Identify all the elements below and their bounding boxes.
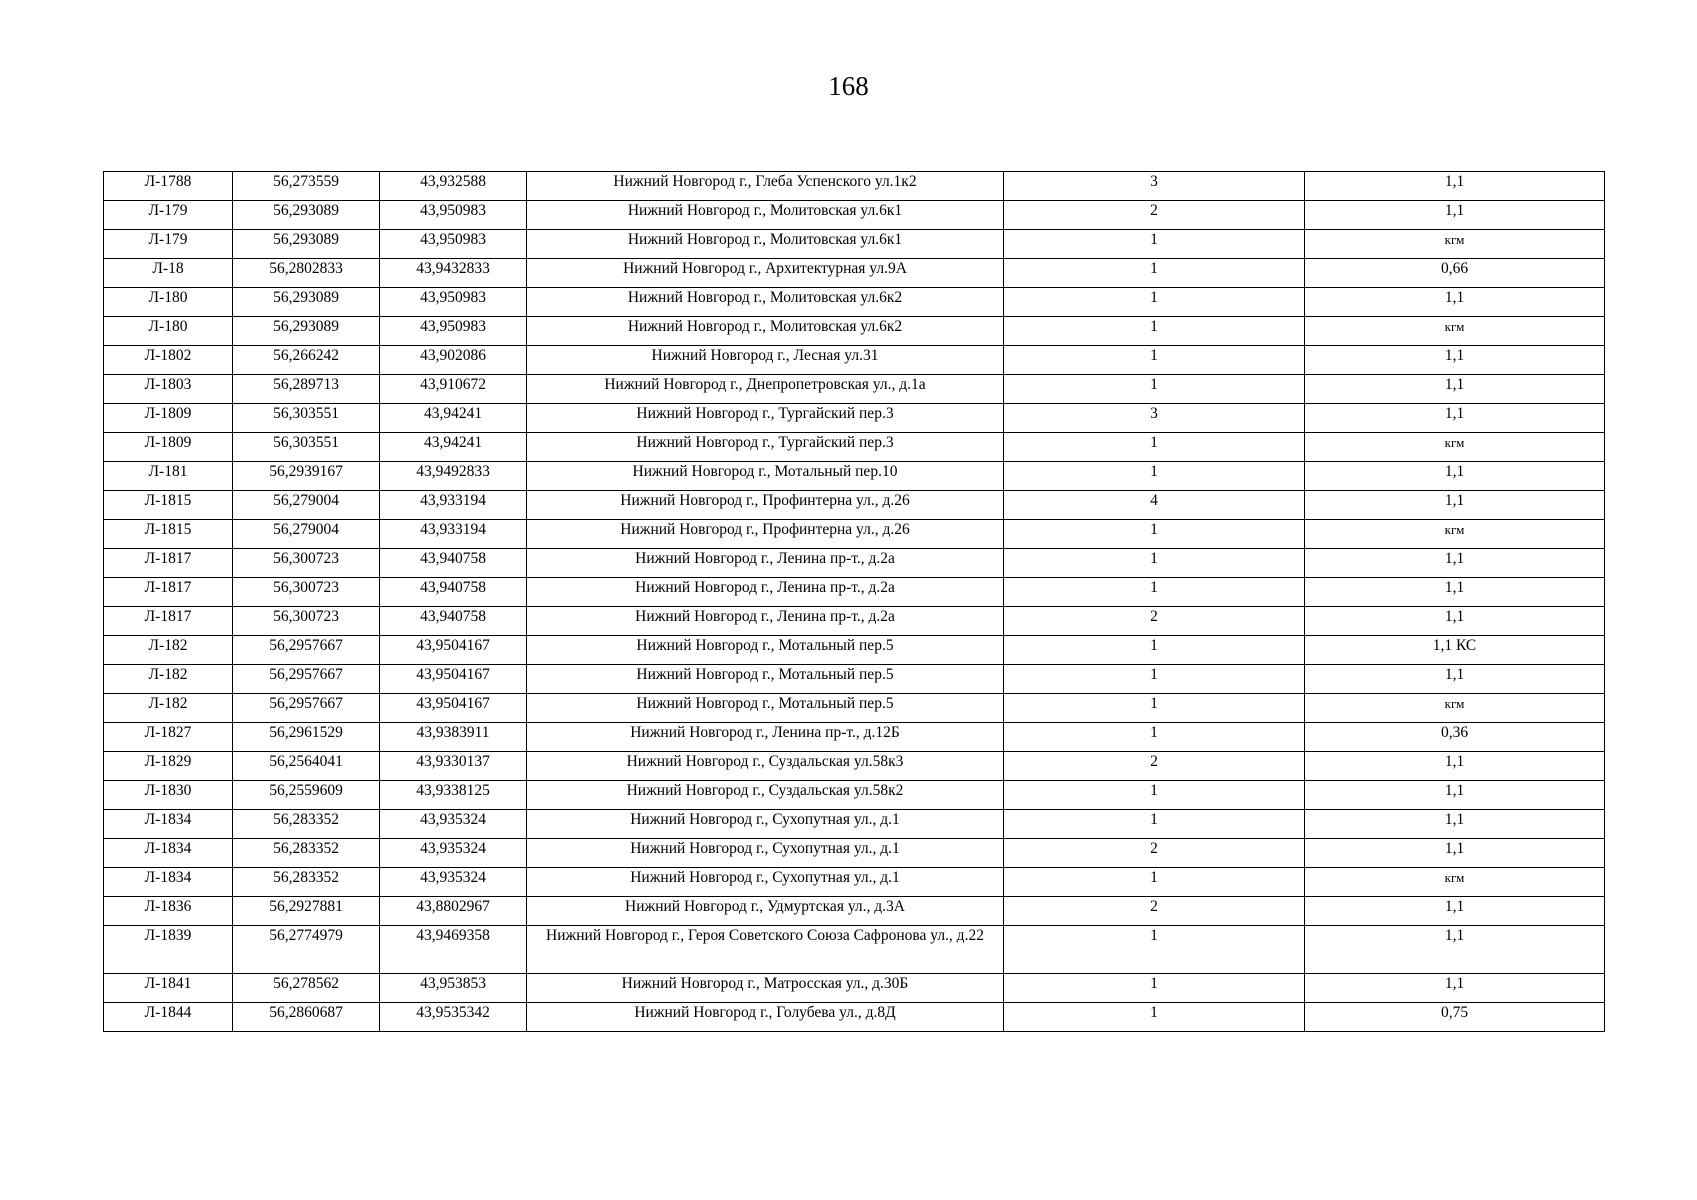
cell-latitude: 56,289713 <box>233 375 380 404</box>
cell-count: 1 <box>1004 723 1305 752</box>
cell-value: кгм <box>1305 694 1605 723</box>
page-number: 168 <box>828 71 869 101</box>
cell-address: Нижний Новгород г., Глеба Успенского ул.1к2 <box>527 172 1004 201</box>
table-row <box>104 723 1605 752</box>
cell-value: 1,1 <box>1305 375 1605 404</box>
table-row <box>104 781 1605 810</box>
cell-count: 1 <box>1004 665 1305 694</box>
table-row <box>104 288 1605 317</box>
cell-longitude: 43,8802967 <box>380 897 527 926</box>
cell-address: Нижний Новгород г., Героя Советского Союза Сафронова ул., д.22 <box>527 926 1004 974</box>
cell-longitude: 43,9469358 <box>380 926 527 974</box>
table-row <box>104 810 1605 839</box>
cell-longitude: 43,950983 <box>380 317 527 346</box>
cell-latitude: 56,283352 <box>233 839 380 868</box>
table-row <box>104 578 1605 607</box>
cell-longitude: 43,902086 <box>380 346 527 375</box>
table-row <box>104 346 1605 375</box>
cell-id: Л-1809 <box>104 433 233 462</box>
cell-longitude: 43,9492833 <box>380 462 527 491</box>
table-row <box>104 897 1605 926</box>
cell-latitude: 56,279004 <box>233 520 380 549</box>
cell-value: 1,1 <box>1305 288 1605 317</box>
table-row <box>104 404 1605 433</box>
cell-longitude: 43,9330137 <box>380 752 527 781</box>
cell-value: 1,1 <box>1305 346 1605 375</box>
cell-id: Л-179 <box>104 201 233 230</box>
cell-address: Нижний Новгород г., Ленина пр-т., д.2а <box>527 578 1004 607</box>
table-row <box>104 462 1605 491</box>
table-row <box>104 926 1605 974</box>
table-row <box>104 1003 1605 1032</box>
cell-id: Л-1809 <box>104 404 233 433</box>
cell-latitude: 56,273559 <box>233 172 380 201</box>
cell-id: Л-1841 <box>104 974 233 1003</box>
cell-count: 1 <box>1004 810 1305 839</box>
cell-address: Нижний Новгород г., Удмуртская ул., д.3А <box>527 897 1004 926</box>
cell-value: 1,1 <box>1305 810 1605 839</box>
cell-count: 1 <box>1004 1003 1305 1032</box>
cell-value: кгм <box>1305 230 1605 259</box>
cell-longitude: 43,935324 <box>380 868 527 897</box>
cell-address: Нижний Новгород г., Днепропетровская ул., д.1а <box>527 375 1004 404</box>
cell-address: Нижний Новгород г., Молитовская ул.6к1 <box>527 230 1004 259</box>
table-body <box>104 172 1605 1032</box>
cell-address: Нижний Новгород г., Мотальный пер.5 <box>527 694 1004 723</box>
cell-count: 3 <box>1004 172 1305 201</box>
cell-address: Нижний Новгород г., Мотальный пер.10 <box>527 462 1004 491</box>
cell-id: Л-182 <box>104 665 233 694</box>
cell-value: 1,1 <box>1305 665 1605 694</box>
cell-value: 1,1 <box>1305 974 1605 1003</box>
cell-value: кгм <box>1305 433 1605 462</box>
cell-value: 1,1 <box>1305 926 1605 974</box>
cell-id: Л-1817 <box>104 607 233 636</box>
cell-latitude: 56,300723 <box>233 549 380 578</box>
cell-id: Л-1830 <box>104 781 233 810</box>
table-row <box>104 201 1605 230</box>
cell-id: Л-1844 <box>104 1003 233 1032</box>
cell-address: Нижний Новгород г., Лесная ул.31 <box>527 346 1004 375</box>
cell-value: 1,1 <box>1305 549 1605 578</box>
cell-count: 1 <box>1004 974 1305 1003</box>
cell-id: Л-182 <box>104 636 233 665</box>
table-row <box>104 868 1605 897</box>
cell-longitude: 43,940758 <box>380 607 527 636</box>
cell-latitude: 56,303551 <box>233 433 380 462</box>
table-row <box>104 491 1605 520</box>
cell-address: Нижний Новгород г., Профинтерна ул., д.26 <box>527 491 1004 520</box>
cell-value: 0,66 <box>1305 259 1605 288</box>
cell-latitude: 56,2961529 <box>233 723 380 752</box>
cell-id: Л-180 <box>104 317 233 346</box>
table-row <box>104 172 1605 201</box>
cell-latitude: 56,303551 <box>233 404 380 433</box>
cell-longitude: 43,940758 <box>380 549 527 578</box>
cell-id: Л-1817 <box>104 549 233 578</box>
cell-id: Л-179 <box>104 230 233 259</box>
cell-address: Нижний Новгород г., Архитектурная ул.9А <box>527 259 1004 288</box>
cell-longitude: 43,950983 <box>380 230 527 259</box>
cell-longitude: 43,953853 <box>380 974 527 1003</box>
cell-value: 1,1 <box>1305 752 1605 781</box>
cell-value: 1,1 <box>1305 491 1605 520</box>
cell-count: 1 <box>1004 520 1305 549</box>
cell-longitude: 43,94241 <box>380 404 527 433</box>
cell-id: Л-1802 <box>104 346 233 375</box>
cell-longitude: 43,935324 <box>380 810 527 839</box>
cell-latitude: 56,279004 <box>233 491 380 520</box>
table-row <box>104 694 1605 723</box>
cell-value: кгм <box>1305 520 1605 549</box>
cell-latitude: 56,278562 <box>233 974 380 1003</box>
cell-latitude: 56,293089 <box>233 201 380 230</box>
cell-address: Нижний Новгород г., Молитовская ул.6к2 <box>527 317 1004 346</box>
cell-id: Л-1803 <box>104 375 233 404</box>
cell-latitude: 56,2957667 <box>233 665 380 694</box>
cell-count: 1 <box>1004 375 1305 404</box>
table-row <box>104 607 1605 636</box>
cell-id: Л-1829 <box>104 752 233 781</box>
cell-address: Нижний Новгород г., Суздальская ул.58к3 <box>527 752 1004 781</box>
table-row <box>104 839 1605 868</box>
cell-address: Нижний Новгород г., Мотальный пер.5 <box>527 665 1004 694</box>
cell-id: Л-1834 <box>104 810 233 839</box>
cell-count: 1 <box>1004 549 1305 578</box>
cell-count: 1 <box>1004 317 1305 346</box>
cell-longitude: 43,9504167 <box>380 665 527 694</box>
cell-address: Нижний Новгород г., Сухопутная ул., д.1 <box>527 868 1004 897</box>
cell-id: Л-1827 <box>104 723 233 752</box>
table-row <box>104 752 1605 781</box>
table-row <box>104 520 1605 549</box>
cell-address: Нижний Новгород г., Тургайский пер.3 <box>527 404 1004 433</box>
cell-address: Нижний Новгород г., Молитовская ул.6к2 <box>527 288 1004 317</box>
cell-value: 1,1 <box>1305 839 1605 868</box>
cell-latitude: 56,293089 <box>233 230 380 259</box>
cell-address: Нижний Новгород г., Матросская ул., д.30Б <box>527 974 1004 1003</box>
cell-count: 1 <box>1004 433 1305 462</box>
cell-longitude: 43,9432833 <box>380 259 527 288</box>
table-row <box>104 636 1605 665</box>
cell-count: 1 <box>1004 230 1305 259</box>
cell-value: 0,75 <box>1305 1003 1605 1032</box>
table-row <box>104 433 1605 462</box>
cell-id: Л-1788 <box>104 172 233 201</box>
cell-count: 1 <box>1004 578 1305 607</box>
cell-longitude: 43,910672 <box>380 375 527 404</box>
cell-longitude: 43,933194 <box>380 520 527 549</box>
cell-longitude: 43,935324 <box>380 839 527 868</box>
cell-latitude: 56,2564041 <box>233 752 380 781</box>
cell-longitude: 43,9504167 <box>380 636 527 665</box>
cell-address: Нижний Новгород г., Профинтерна ул., д.26 <box>527 520 1004 549</box>
table-row <box>104 665 1605 694</box>
cell-count: 1 <box>1004 288 1305 317</box>
cell-count: 1 <box>1004 868 1305 897</box>
cell-count: 1 <box>1004 346 1305 375</box>
cell-address: Нижний Новгород г., Суздальская ул.58к2 <box>527 781 1004 810</box>
cell-id: Л-18 <box>104 259 233 288</box>
cell-id: Л-1836 <box>104 897 233 926</box>
cell-longitude: 43,950983 <box>380 201 527 230</box>
cell-latitude: 56,2559609 <box>233 781 380 810</box>
cell-address: Нижний Новгород г., Молитовская ул.6к1 <box>527 201 1004 230</box>
cell-latitude: 56,293089 <box>233 317 380 346</box>
cell-longitude: 43,9504167 <box>380 694 527 723</box>
cell-latitude: 56,283352 <box>233 868 380 897</box>
cell-address: Нижний Новгород г., Сухопутная ул., д.1 <box>527 839 1004 868</box>
cell-address: Нижний Новгород г., Голубева ул., д.8Д <box>527 1003 1004 1032</box>
cell-count: 1 <box>1004 926 1305 974</box>
table-row <box>104 259 1605 288</box>
cell-address: Нижний Новгород г., Тургайский пер.3 <box>527 433 1004 462</box>
cell-longitude: 43,933194 <box>380 491 527 520</box>
table-row <box>104 230 1605 259</box>
cell-value: 1,1 КС <box>1305 636 1605 665</box>
cell-address: Нижний Новгород г., Ленина пр-т., д.12Б <box>527 723 1004 752</box>
cell-latitude: 56,283352 <box>233 810 380 839</box>
cell-latitude: 56,293089 <box>233 288 380 317</box>
cell-value: 1,1 <box>1305 172 1605 201</box>
cell-count: 4 <box>1004 491 1305 520</box>
cell-value: 1,1 <box>1305 578 1605 607</box>
cell-id: Л-1834 <box>104 868 233 897</box>
cell-id: Л-182 <box>104 694 233 723</box>
cell-longitude: 43,94241 <box>380 433 527 462</box>
cell-count: 2 <box>1004 607 1305 636</box>
cell-latitude: 56,2802833 <box>233 259 380 288</box>
cell-address: Нижний Новгород г., Ленина пр-т., д.2а <box>527 549 1004 578</box>
cell-address: Нижний Новгород г., Сухопутная ул., д.1 <box>527 810 1004 839</box>
cell-latitude: 56,2774979 <box>233 926 380 974</box>
cell-latitude: 56,2939167 <box>233 462 380 491</box>
cell-longitude: 43,932588 <box>380 172 527 201</box>
cell-value: 1,1 <box>1305 607 1605 636</box>
cell-latitude: 56,300723 <box>233 607 380 636</box>
cell-id: Л-1834 <box>104 839 233 868</box>
cell-id: Л-180 <box>104 288 233 317</box>
cell-count: 2 <box>1004 839 1305 868</box>
cell-id: Л-181 <box>104 462 233 491</box>
cell-count: 1 <box>1004 259 1305 288</box>
cell-id: Л-1815 <box>104 491 233 520</box>
cell-longitude: 43,9535342 <box>380 1003 527 1032</box>
cell-count: 1 <box>1004 694 1305 723</box>
cell-value: кгм <box>1305 868 1605 897</box>
cell-id: Л-1815 <box>104 520 233 549</box>
cell-value: 1,1 <box>1305 781 1605 810</box>
cell-latitude: 56,2957667 <box>233 636 380 665</box>
cell-value: 1,1 <box>1305 404 1605 433</box>
cell-address: Нижний Новгород г., Ленина пр-т., д.2а <box>527 607 1004 636</box>
cell-latitude: 56,266242 <box>233 346 380 375</box>
cell-latitude: 56,2927881 <box>233 897 380 926</box>
cell-count: 2 <box>1004 201 1305 230</box>
cell-value: 1,1 <box>1305 462 1605 491</box>
container-sites-table <box>103 171 1605 1032</box>
cell-count: 1 <box>1004 781 1305 810</box>
table-row <box>104 375 1605 404</box>
cell-latitude: 56,2860687 <box>233 1003 380 1032</box>
table-row <box>104 317 1605 346</box>
table-row <box>104 549 1605 578</box>
cell-value: 0,36 <box>1305 723 1605 752</box>
cell-count: 2 <box>1004 752 1305 781</box>
cell-address: Нижний Новгород г., Мотальный пер.5 <box>527 636 1004 665</box>
cell-count: 3 <box>1004 404 1305 433</box>
cell-value: 1,1 <box>1305 201 1605 230</box>
cell-longitude: 43,9383911 <box>380 723 527 752</box>
cell-longitude: 43,940758 <box>380 578 527 607</box>
cell-count: 1 <box>1004 462 1305 491</box>
cell-count: 2 <box>1004 897 1305 926</box>
table-row <box>104 974 1605 1003</box>
cell-count: 1 <box>1004 636 1305 665</box>
cell-id: Л-1817 <box>104 578 233 607</box>
cell-id: Л-1839 <box>104 926 233 974</box>
cell-value: 1,1 <box>1305 897 1605 926</box>
cell-latitude: 56,2957667 <box>233 694 380 723</box>
cell-latitude: 56,300723 <box>233 578 380 607</box>
cell-longitude: 43,950983 <box>380 288 527 317</box>
cell-value: кгм <box>1305 317 1605 346</box>
cell-longitude: 43,9338125 <box>380 781 527 810</box>
